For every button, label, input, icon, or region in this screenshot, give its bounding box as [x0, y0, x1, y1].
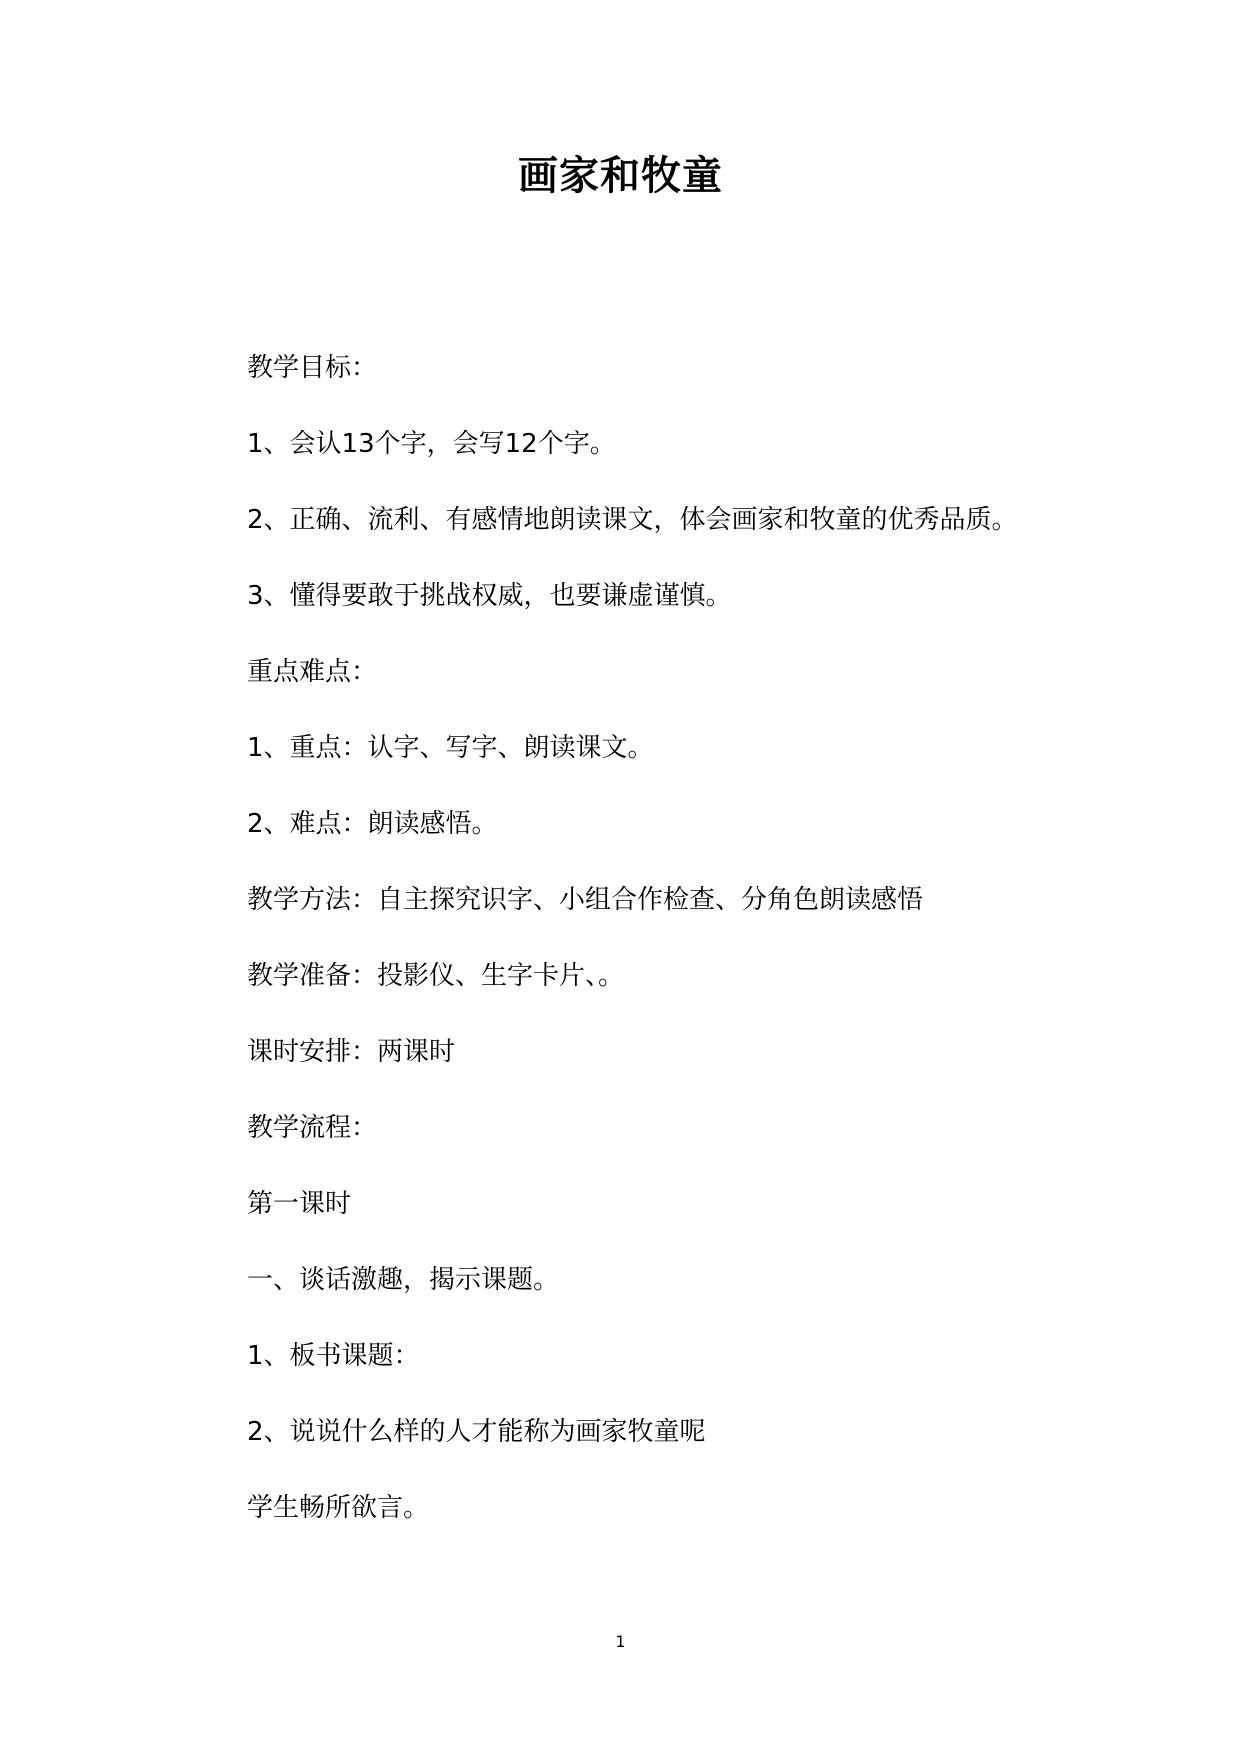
paragraph-schedule: 课时安排：两课时 [247, 1037, 456, 1067]
paragraph-teaching-method: 教学方法：自主探究识字、小组合作检查、分角色朗读感悟 [247, 885, 924, 915]
document-body [187, 330, 1057, 1546]
paragraph-step-2: 2、说说什么样的人才能称为画家牧童呢 [247, 1417, 706, 1447]
paragraph-teaching-process-heading: 教学流程： [247, 1113, 378, 1143]
paragraph-student-response: 学生畅所欲言。 [247, 1493, 430, 1523]
paragraph-teaching-goals-heading: 教学目标： [247, 353, 378, 383]
paragraph-first-lesson: 第一课时 [247, 1189, 352, 1219]
paragraph-key-point-2: 2、难点：朗读感悟。 [247, 809, 498, 839]
paragraph-key-point-1: 1、重点：认字、写字、朗读课文。 [247, 733, 654, 763]
paragraph-step-1: 1、板书课题： [247, 1341, 420, 1371]
paragraph-goal-1: 1、会认13个字，会写12个字。 [247, 429, 616, 459]
paragraph-key-points-heading: 重点难点： [247, 657, 378, 687]
document-title: 画家和牧童 [518, 152, 723, 199]
paragraph-goal-3: 3、懂得要敢于挑战权威，也要谦虚谨慎。 [247, 581, 732, 611]
paragraph-section-1: 一、谈话激趣，揭示课题。 [247, 1265, 560, 1295]
paragraph-teaching-preparation: 教学准备：投影仪、生字卡片、。 [247, 961, 625, 991]
paragraph-goal-2: 2、正确、流利、有感情地朗读课文，体会画家和牧童的优秀品质。 [247, 505, 1018, 535]
page-number: 1 [615, 1632, 626, 1651]
